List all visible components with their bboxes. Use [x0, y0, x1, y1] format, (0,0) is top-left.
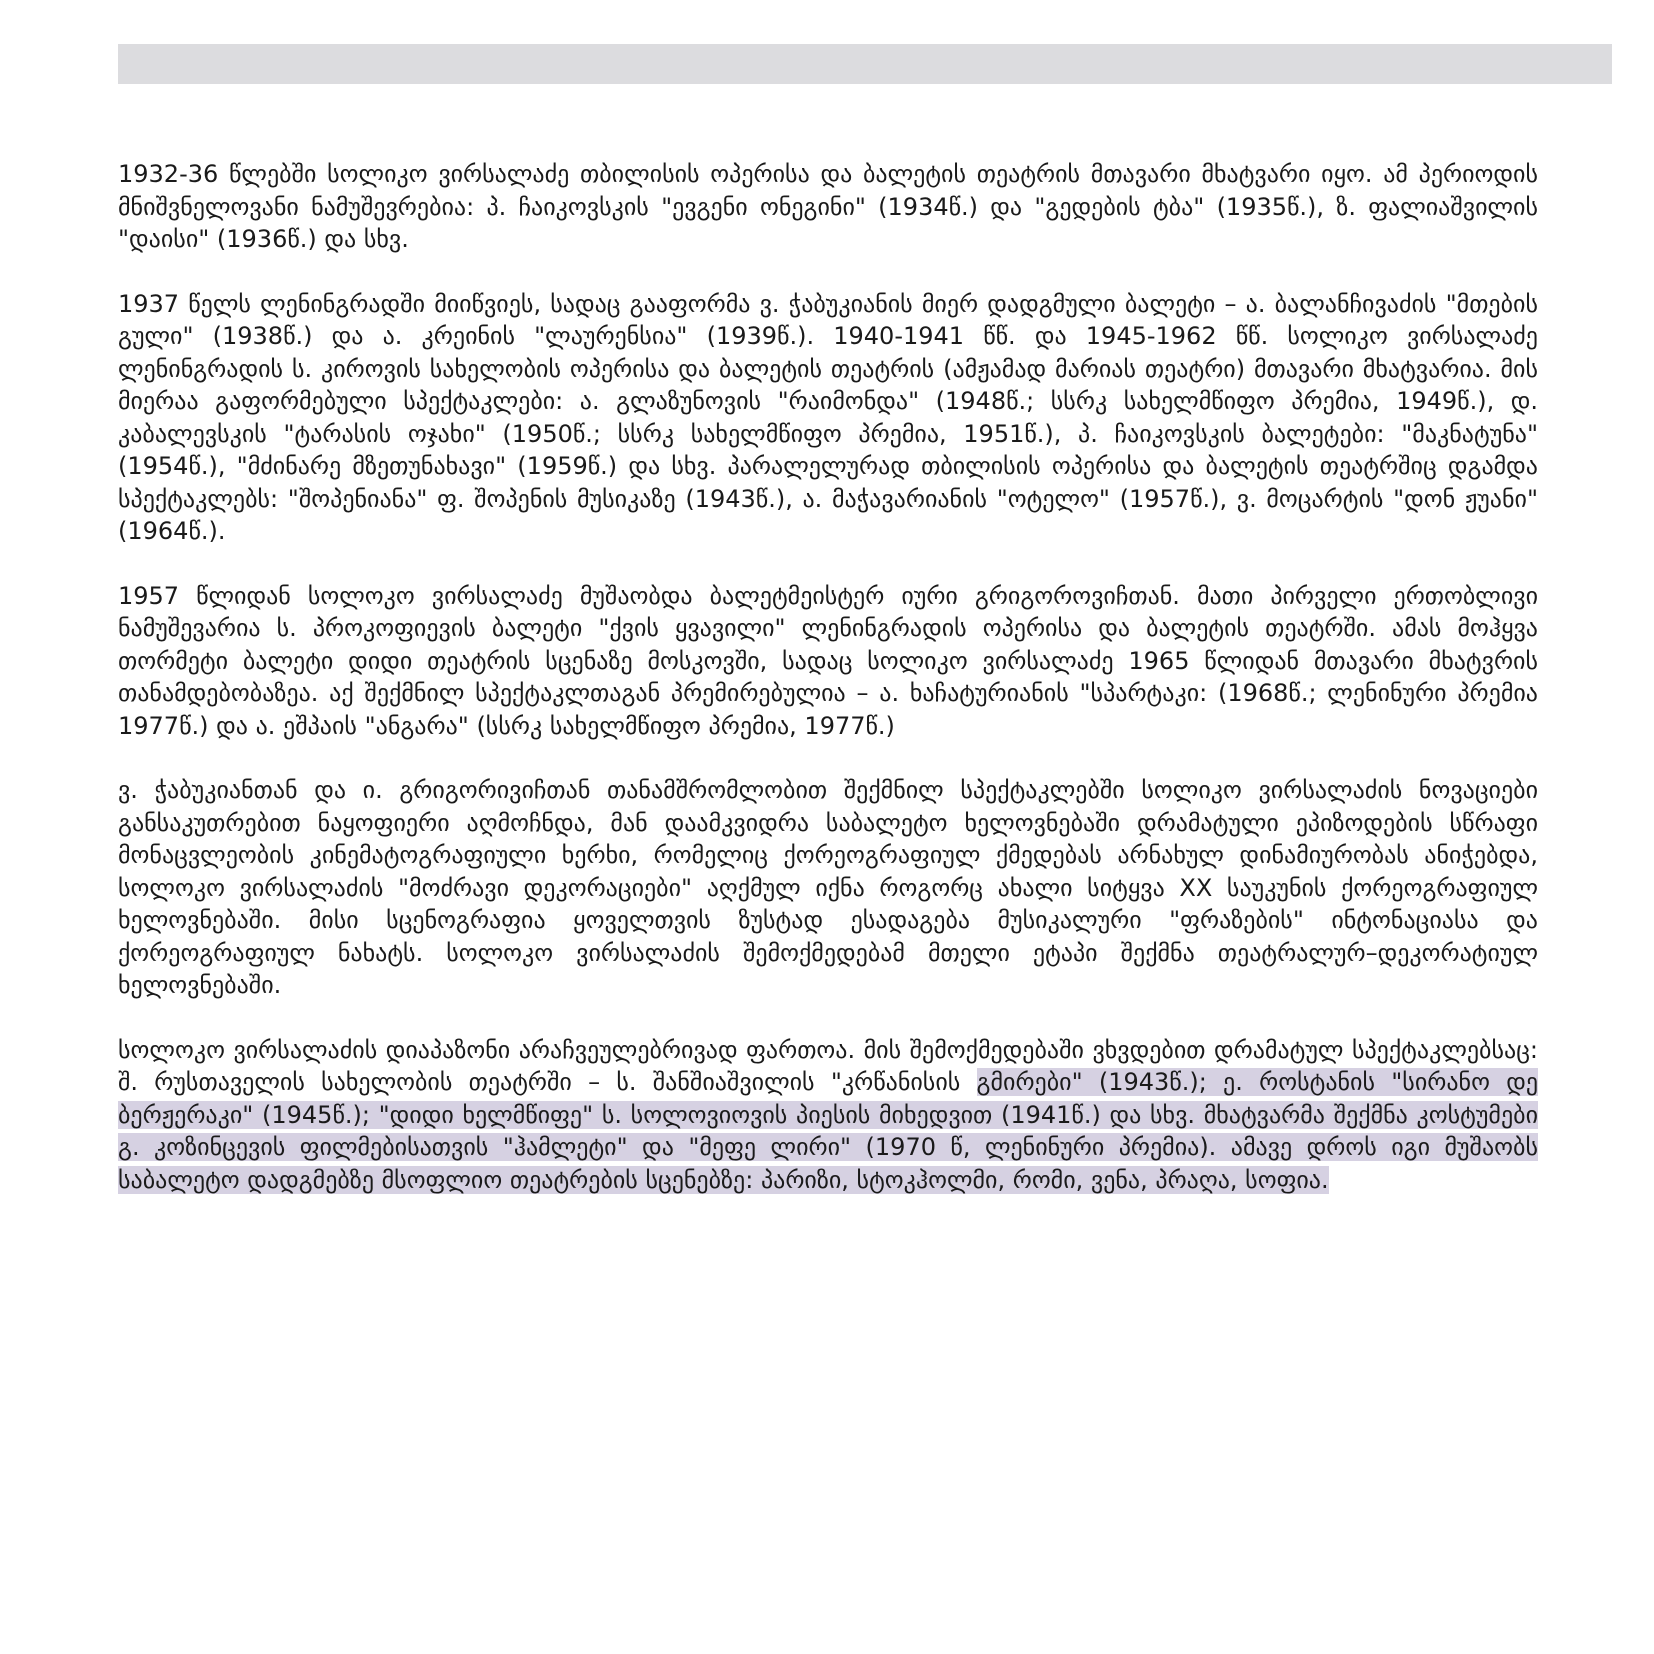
paragraph-2: 1937 წელს ლენინგრადში მიიწვიეს, სადაც გააფორმა ვ. ჭაბუკიანის მიერ დადგმული ბალეტი – ა. ბალანჩივაძის "მთების გული" (1938წ.) და ა. კრეინის "ლაურენსია" (1939წ.). 1940-1941 წწ. და 1945-1962 წწ. სოლიკო ვირსალაძე ლენინგრადის ს. კიროვის სახელობის ოპერისა და ბალეტის თეატრის (ამჟამად მარიას თეატრი) მთავარი მხატვარია. მის მიერაა გაფორმებული სპექტაკლები: ა. გლაზუნოვის "რაიმონდა" (1948წ.; სსრკ სახელმწიფო პრემია, 1949წ.), დ. კაბალევსკის "ტარასის ოჯახი" (1950წ.; სსრკ სახელმწიფო პრემია, 1951წ.), პ. ჩაიკოვსკის ბალეტები: "მაკნატუნა" (1954წ.), "მძინარე მზეთუნახავი" (1959წ.) და სხვ. პარალელურად თბილისის ოპერისა და ბალეტის თეატრშიც დგამდა სპექტაკლებს: "შოპენიანა" ფ. შოპენის მუსიკაზე (1943წ.), ა. მაჭავარიანის "ოტელო" (1957წ.), ვ. მოცარტის "დონ ჟუანი" (1964წ.).	[118, 289, 1538, 545]
paragraph-5-text: სოლოკო ვირსალაძის დიაპაზონი არაჩვეულებრივად ფართოა. მის შემოქმედებაში ვხვდებით დრამატულ სპექტაკლებსაც: შ. რუსთაველის სახელობის თეატრში – ს. შანშიაშვილის "კრწანისის	[118, 1035, 1538, 1096]
article-body	[118, 158, 1538, 1228]
paragraph-3: 1957 წლიდან სოლოკო ვირსალაძე მუშაობდა ბალეტმეისტერ იური გრიგოროვიჩთან. მათი პირველი ერთობლივი ნამუშევარია ს. პროკოფიევის ბალეტი "ქვის ყვავილი" ლენინგრადის ოპერისა და ბალეტის თეატრში. ამას მოჰყვა თორმეტი ბალეტი დიდი თეატრის სცენაზე მოსკოვში, სადაც სოლიკო ვირსალაძე 1965 წლიდან მთავარი მხატვრის თანამდებობაზეა. აქ შექმნილ სპექტაკლთაგან პრემირებულია – ა. ხაჩატურიანის "სპარტაკი: (1968წ.; ლენინური პრემია 1977წ.) და ა. ეშპაის "ანგარა" (სსრკ სახელმწიფო პრემია, 1977წ.)	[118, 581, 1538, 740]
header-bar	[118, 44, 1612, 84]
paragraph-1: 1932-36 წლებში სოლიკო ვირსალაძე თბილისის ოპერისა და ბალეტის თეატრის მთავარი მხატვარი იყო. ამ პერიოდის მნიშვნელოვანი ნამუშევრებია: პ. ჩაიკოვსკის "ევგენი ონეგინი" (1934წ.) და "გედების ტბა" (1935წ.), ზ. ფალიაშვილის "დაისი" (1936წ.) და სხვ.	[118, 160, 1538, 253]
paragraph-4: ვ. ჭაბუკიანთან და ი. გრიგორივიჩთან თანამშრომლობით შექმნილ სპექტაკლებში სოლიკო ვირსალაძის ნოვაციები განსაკუთრებით ნაყოფიერი აღმოჩნდა, მან დაამკვიდრა საბალეტო ხელოვნებაში დრამატული ეპიზოდების სწრაფი მონაცვლეობის კინემატოგრაფიული ხერხი, რომელიც ქორეოგრაფიულ ქმედებას არნახულ დინამიურობას ანიჭებდა, სოლოკო ვირსალაძის "მოძრავი დეკორაციები" აღქმულ იქნა როგორც ახალი სიტყვა XX საუკუნის ქორეოგრაფიულ ხელოვნებაში. მისი სცენოგრაფია ყოველთვის ზუსტად ესადაგება მუსიკალური "ფრაზების" ინტონაციასა და ქორეოგრაფიულ ნახატს. სოლოკო ვირსალაძის შემოქმედებამ მთელი ეტაპი შექმნა თეატრალურ–დეკორატიულ ხელოვნებაში.	[118, 776, 1538, 999]
paragraph-5	[118, 1034, 1538, 1197]
highlighted-passage: გმირები" (1943წ.); ე. როსტანის "სირანო დე ბერჟერაკი" (1945წ.); "დიდი ხელმწიფე" ს. სოლოვიოვის პიესის მიხედვით (1941წ.) და სხვ. მხატვარმა შექმნა კოსტუმები გ. კოზინცევის ფილმებისათვის "ჰამლეტი" და "მეფე ლირი" (1970 წ, ლენინური პრემია). ამავე დროს იგი მუშაობს საბალეტო დადგმებზე მსოფლიო თეატრების სცენებზე: პარიზი, სტოკჰოლმი, რომი, ვენა, პრაღა, სოფია.	[118, 1068, 1539, 1194]
